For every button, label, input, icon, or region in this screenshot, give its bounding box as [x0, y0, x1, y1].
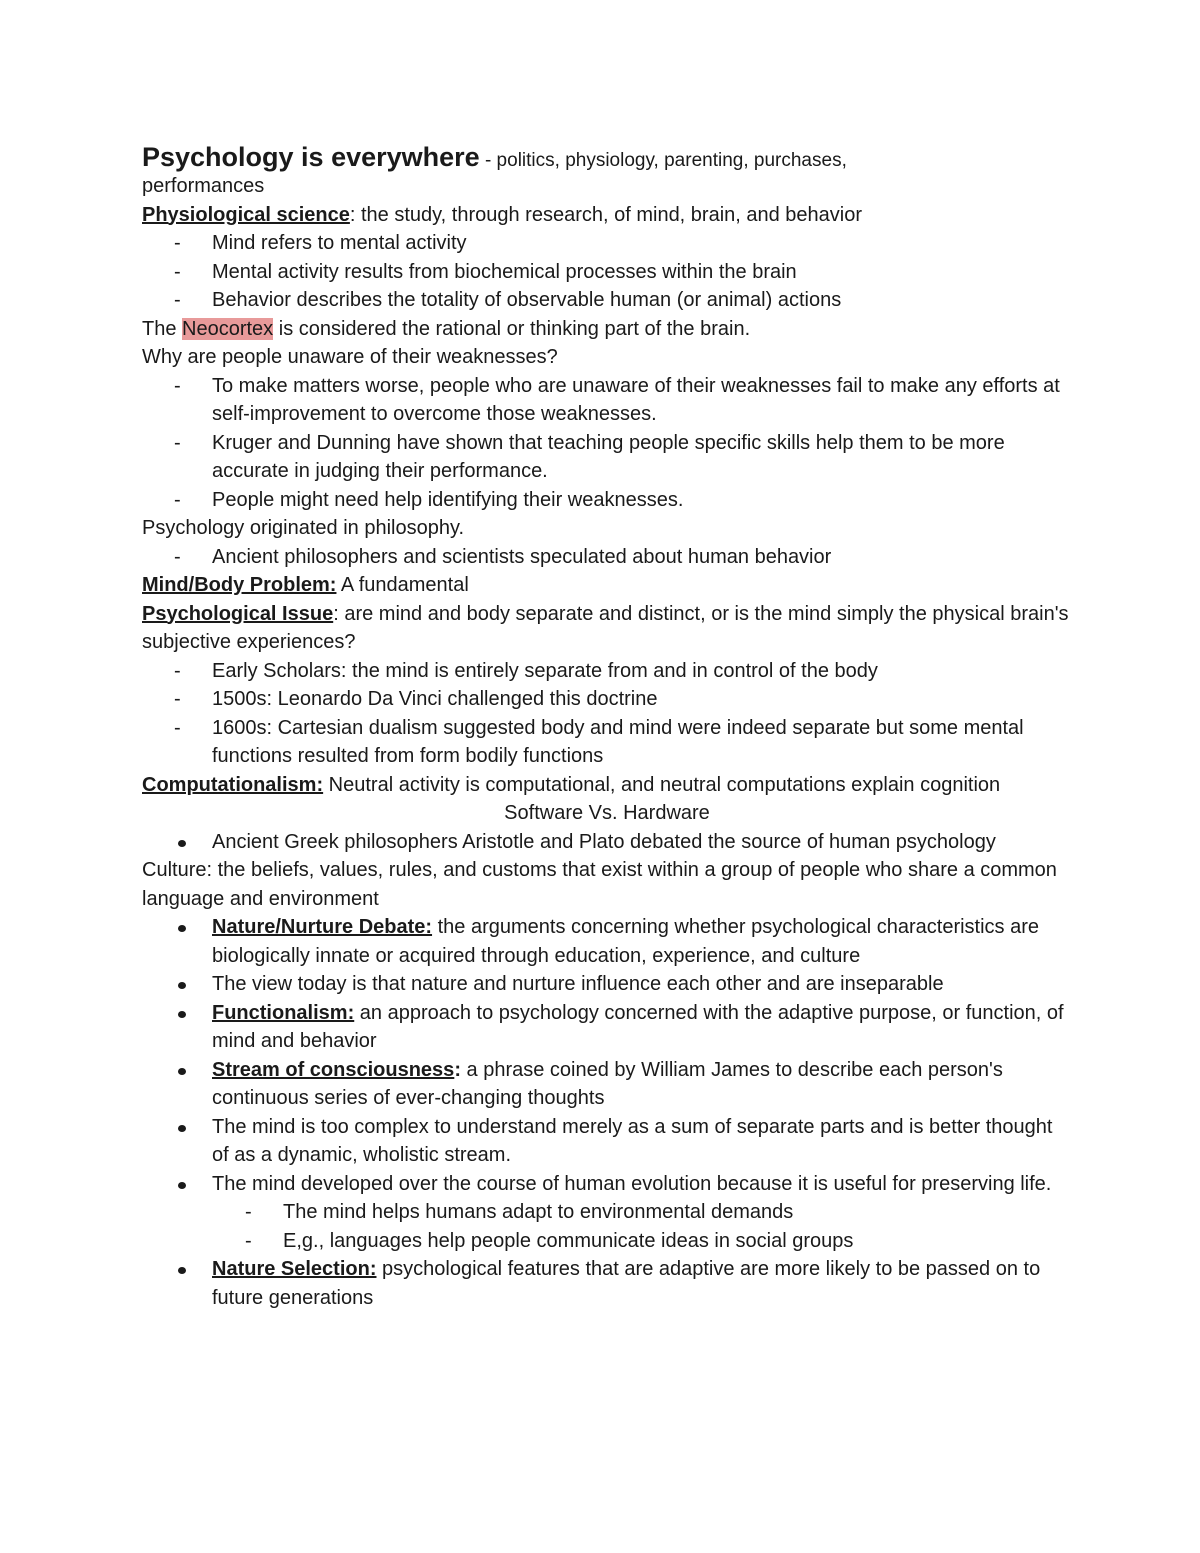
bullet-item [142, 1056, 1072, 1113]
term-computationalism: Computationalism: [142, 773, 324, 796]
list-item-text: 1500s: Leonardo Da Vinci challenged this doctrine [212, 688, 658, 710]
bullet-item-text: Ancient Greek philosophers Aristotle and Plato debated the source of human psychology [212, 830, 996, 853]
highlighted-term-neocortex: Neocortex [182, 317, 274, 340]
list-item-text: Mind refers to mental activity [212, 232, 467, 254]
page-title: Psychology is everywhere [142, 142, 480, 172]
definition-mind-body [142, 571, 1072, 600]
list-item [142, 714, 1072, 771]
dash-marker: - [245, 1201, 252, 1223]
list-item-text: Early Scholars: the mind is entirely separate from and in control of the body [212, 659, 878, 682]
bullet-item [142, 970, 1072, 999]
bullet-item [142, 999, 1072, 1056]
list-item [142, 543, 1072, 572]
section-heading-software-hardware: Software Vs. Hardware [504, 802, 710, 824]
term-physiological-science: Physiological science [142, 203, 350, 226]
term-stream-of-consciousness: Stream of consciousness [212, 1058, 455, 1081]
bullet-item-text: The mind developed over the course of human evolution because it is useful for preserving life. [212, 1172, 1052, 1195]
definition-culture: Culture: the beliefs, values, rules, and customs that exist within a group of people who share a common language and environment [142, 859, 1057, 910]
list-item [142, 229, 1072, 258]
list-item [142, 286, 1072, 315]
bullet-dot [178, 982, 186, 989]
dash-marker: - [174, 716, 181, 739]
definition-text: Neutral activity is computational, and neutral computations explain cognition [323, 773, 1001, 796]
list-item-text: Mental activity results from biochemical processes within the brain [212, 260, 797, 283]
list-item-text: People might need help identifying their weaknesses. [212, 488, 684, 511]
sentence-text: The [142, 317, 183, 340]
definition-text: the arguments concerning whether psychological characteristics are biologically innate or acquired through education, experience, and culture [212, 916, 1040, 967]
list-item [142, 657, 1072, 686]
list-item-text: Kruger and Dunning have shown that teaching people specific skills help them to be more accurate in judging their performance. [212, 431, 1005, 482]
term-mind-body: Mind/Body Problem: [142, 574, 337, 596]
dash-marker: - [174, 431, 181, 454]
definition-text: psychological features that are adaptive are more likely to be passed on to future generations [212, 1258, 1041, 1309]
sub-list-item [142, 1198, 1072, 1227]
bullet-item [142, 828, 1072, 857]
question-unaware: Why are people unaware of their weaknesses? [142, 346, 558, 368]
definition-psychological-issue [142, 600, 1072, 657]
dash-marker: - [174, 688, 181, 710]
bullet-item-text: The view today is that nature and nurture influence each other and are inseparable [212, 973, 944, 995]
term-colon: : [454, 1058, 461, 1081]
definition-computationalism [142, 771, 1072, 800]
title-continuation: performances [142, 175, 265, 197]
definition-physiological-science [142, 201, 1072, 230]
dash-marker: - [174, 260, 181, 283]
dash-marker: - [174, 659, 181, 682]
list-item [142, 486, 1072, 515]
dash-marker: - [174, 374, 181, 397]
dash-marker: - [174, 545, 181, 568]
neocortex-sentence [142, 315, 1072, 344]
list-item [142, 372, 1072, 429]
definition-text: an approach to psychology concerned with the adaptive purpose, or function, of mind and behavior [212, 1001, 1064, 1052]
term-psychological-issue: Psychological Issue [142, 602, 334, 625]
bullet-item [142, 1170, 1072, 1199]
list-item-text: The mind helps humans adapt to environmental demands [283, 1201, 794, 1223]
term-colon: : [349, 203, 356, 226]
definition-text: the study, through research, of mind, brain, and behavior [355, 203, 863, 226]
dash-marker: - [174, 232, 181, 254]
term-nature-nurture: Nature/Nurture Debate: [212, 916, 433, 938]
list-item-text: 1600s: Cartesian dualism suggested body and mind were indeed separate but some mental functions resulted from form bodily functions [212, 716, 1024, 767]
bullet-item [142, 1255, 1072, 1312]
list-item [142, 429, 1072, 486]
list-item-text: To make matters worse, people who are unaware of their weaknesses fail to make any efforts at self-improvement to overcome those weaknesses. [212, 374, 1060, 425]
bullet-item [142, 913, 1072, 970]
document-page [142, 140, 1072, 1312]
bullet-dot [178, 925, 186, 932]
origin-statement: Psychology originated in philosophy. [142, 517, 465, 539]
sentence-text: is considered the rational or thinking part of the brain. [273, 317, 751, 340]
dash-marker: - [174, 488, 181, 511]
list-item [142, 258, 1072, 287]
list-item-text: Behavior describes the totality of observable human (or animal) actions [212, 289, 842, 311]
bullet-dot [178, 840, 186, 847]
list-item-text: E,g., languages help people communicate ideas in social groups [283, 1229, 854, 1252]
bullet-dot [178, 1125, 186, 1132]
term-nature-selection: Nature Selection: [212, 1258, 377, 1280]
bullet-dot [178, 1068, 186, 1075]
sub-list-item [142, 1227, 1072, 1256]
bullet-dot [178, 1267, 186, 1274]
title-subtitle: - politics, physiology, parenting, purchases, [479, 150, 847, 171]
bullet-dot [178, 1182, 186, 1189]
definition-text: are mind and body separate and distinct, or is the mind simply the physical brain's subjective experiences? [142, 602, 1069, 653]
bullet-item [142, 1113, 1072, 1170]
definition-text: a phrase coined by William James to describe each person's continuous series of ever-changing thoughts [212, 1058, 1003, 1109]
list-item [142, 685, 1072, 714]
term-functionalism: Functionalism: [212, 1001, 355, 1024]
definition-text: A fundamental [336, 574, 469, 596]
dash-marker: - [174, 289, 181, 311]
bullet-item-text: The mind is too complex to understand merely as a sum of separate parts and is better thought of as a dynamic, wholistic stream. [212, 1115, 1053, 1166]
bullet-dot [178, 1011, 186, 1018]
list-item-text: Ancient philosophers and scientists speculated about human behavior [212, 545, 832, 568]
term-colon: : [333, 602, 339, 625]
dash-marker: - [245, 1229, 252, 1252]
